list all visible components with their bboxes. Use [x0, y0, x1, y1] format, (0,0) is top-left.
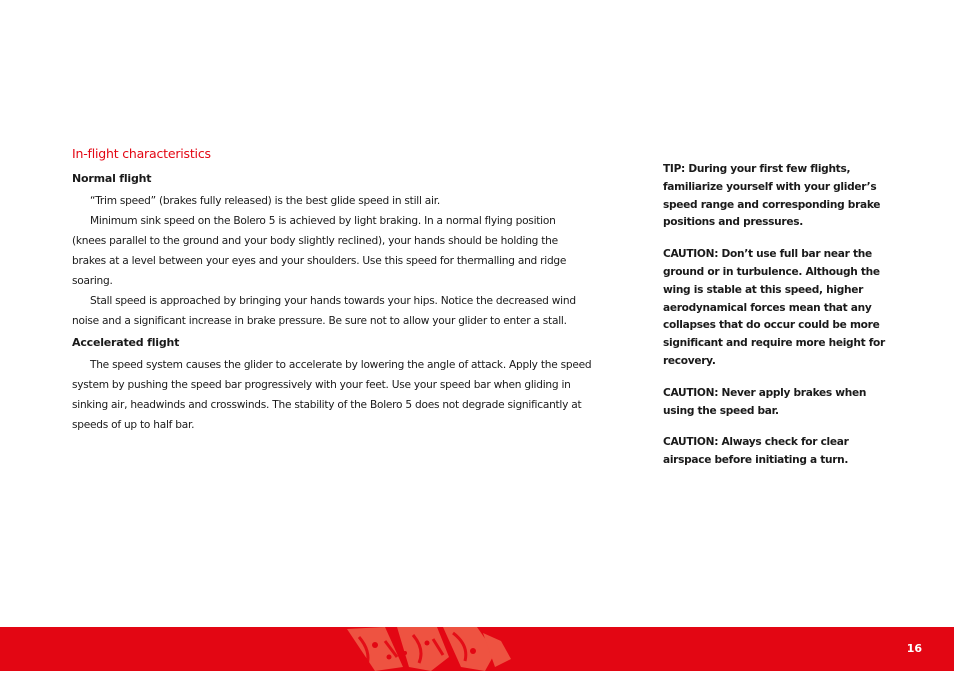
- normal-flight-paragraph: “Trim speed” (brakes fully released) is the best glide speed in still air.: [90, 195, 440, 207]
- accelerated-flight-heading: Accelerated flight: [72, 336, 180, 349]
- caution-note: CAUTION: Never apply brakes when using the speed bar.: [663, 386, 867, 417]
- normal-flight-heading: Normal flight: [72, 172, 152, 185]
- brand-logo-watermark-icon: [345, 627, 515, 671]
- normal-flight-paragraph: Stall speed is approached by bringing your hands towards your hips. Notice the decreased wind noise and a significant increase in brake pressure. Be sure not to allow your glider to enter a stall.: [72, 295, 576, 327]
- tip-note: TIP: During your first few flights, familiarize yourself with your glider’s speed range and corresponding brake positions and pressures.: [663, 163, 881, 229]
- accelerated-flight-paragraph: The speed system causes the glider to accelerate by lowering the angle of attack. Apply the speed system by pushing the speed bar progressively with your feet. Use your speed bar when gliding in sinking air, headwinds and crosswinds. The stability of the Bolero 5 does not degrade significantly at speeds of up to half bar.: [72, 359, 592, 431]
- page-number: 16: [906, 642, 922, 655]
- tips-sidebar: [663, 161, 889, 484]
- caution-note: CAUTION: Always check for clear airspace before initiating a turn.: [663, 436, 849, 467]
- main-content: [72, 146, 592, 435]
- section-title: In-flight characteristics: [72, 146, 211, 161]
- caution-note: CAUTION: Don’t use full bar near the ground or in turbulence. Although the wing is stable at this speed, higher aerodynamical forces mean that any collapses that do occur could be more significant and require more height for recovery.: [663, 248, 885, 367]
- normal-flight-paragraph: Minimum sink speed on the Bolero 5 is achieved by light braking. In a normal flying position (knees parallel to the ground and your body slightly reclined), your hands should be holding the brakes at a level between your eyes and your shoulders. Use this speed for thermalling and ridge soaring.: [72, 215, 567, 287]
- footer-band: [0, 627, 954, 671]
